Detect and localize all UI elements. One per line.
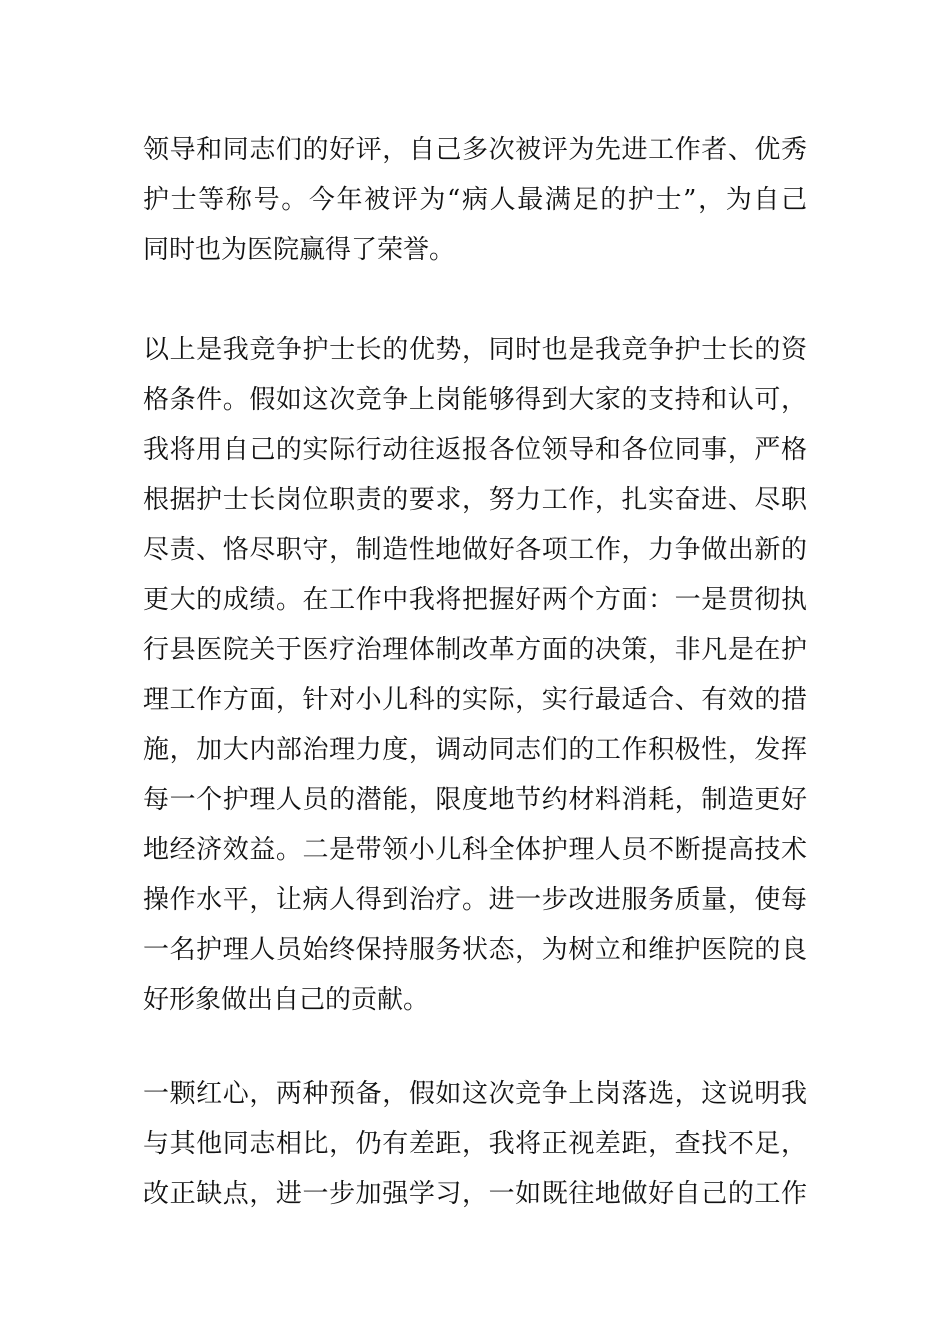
paragraph-1	[143, 125, 807, 275]
text-line: 每一个护理人员的潜能，限度地节约材料消耗，制造更好	[143, 785, 807, 815]
text-line: 一名护理人员始终保持服务状态，为树立和维护医院的良	[143, 935, 807, 965]
text-line: 根据护士长岗位职责的要求，努力工作，扎实奋进、尽职	[143, 485, 807, 515]
text-line: 同时也为医院赢得了荣誉。	[143, 235, 456, 265]
text-line: 操作水平，让病人得到治疗。进一步改进服务质量，使每	[143, 885, 807, 915]
paragraph-3	[143, 1069, 807, 1219]
text-line: 领导和同志们的好评，自己多次被评为先进工作者、优秀	[143, 135, 807, 165]
text-line: 我将用自己的实际行动往返报各位领导和各位同事，严格	[143, 435, 807, 465]
text-line: 理工作方面，针对小儿科的实际，实行最适合、有效的措	[143, 685, 807, 715]
text-line: 地经济效益。二是带领小儿科全体护理人员不断提高技术	[143, 835, 807, 865]
paragraph-2	[143, 325, 807, 1025]
text-line: 以上是我竞争护士长的优势，同时也是我竞争护士长的资	[143, 335, 807, 365]
text-line: 改正缺点，进一步加强学习，一如既往地做好自己的工作	[143, 1179, 807, 1209]
text-line: 尽责、恪尽职守，制造性地做好各项工作，力争做出新的	[143, 535, 807, 565]
text-line: 与其他同志相比，仍有差距，我将正视差距，查找不足，	[143, 1129, 807, 1159]
text-line: 更大的成绩。在工作中我将把握好两个方面：一是贯彻执	[143, 585, 807, 615]
text-line: 施，加大内部治理力度，调动同志们的工作积极性，发挥	[143, 735, 807, 765]
text-line: 好形象做出自己的贡献。	[143, 985, 430, 1015]
text-line: 护士等称号。今年被评为“病人最满足的护士”，为自己	[143, 185, 807, 215]
text-line: 一颗红心，两种预备，假如这次竞争上岗落选，这说明我	[143, 1079, 807, 1109]
text-line: 格条件。假如这次竞争上岗能够得到大家的支持和认可，	[143, 385, 807, 415]
text-line: 行县医院关于医疗治理体制改革方面的决策，非凡是在护	[143, 635, 807, 665]
